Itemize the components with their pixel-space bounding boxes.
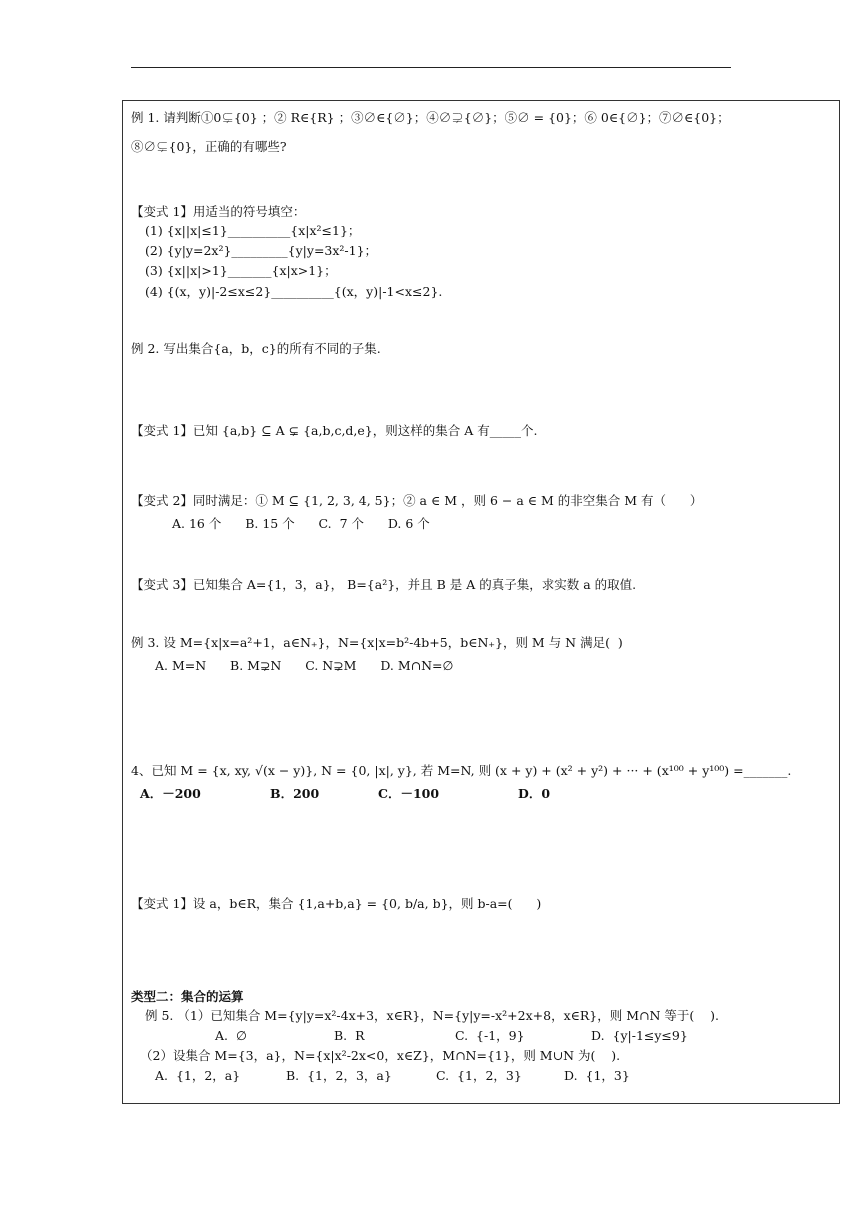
variant-2: 【变式 2】同时满足：① M ⊆ {1, 2, 3, 4, 5}；② a ∈ M ，则 6 − a ∈ M 的非空集合 M 有（ ） <box>131 493 703 508</box>
example-5-part-1: 例 5. （1）已知集合 M={y|y=x²-4x+3，x∈R}，N={y|y=-x²+2x+8，x∈R}，则 M∩N 等于( ). <box>145 1008 720 1023</box>
question-4: 4、已知 M = {x, xy, √(x − y)}, N = {0, |x|, y}, 若 M=N, 则 (x + y) + (x² + y²) + ··· + (x¹⁰⁰ + y¹⁰⁰) =_______. <box>131 763 792 778</box>
question-4-option-d: D．0 <box>518 786 551 801</box>
question-4-option-b: B．200 <box>270 786 320 801</box>
example-5-part-2: （2）设集合 M={3，a}，N={x|x²-2x<0，x∈Z}，M∩N={1}，则 M∪N 为( ). <box>140 1048 621 1063</box>
variant-1b: 【变式 1】已知 {a,b} ⊆ A ⊊ {a,b,c,d,e}，则这样的集合 A 有_____个. <box>131 423 538 438</box>
variant-2-options: A. 16 个 B. 15 个 C. 7 个 D. 6 个 <box>172 516 430 531</box>
example-5-part-2-option-b: B. {1，2，3，a} <box>286 1068 392 1083</box>
variant-1a-item-1: (1) {x||x|≤1}__________{x|x²≤1}； <box>145 223 361 238</box>
question-4-option-a: A．－200 <box>140 786 201 801</box>
example-2: 例 2. 写出集合{a，b，c}的所有不同的子集. <box>131 341 381 356</box>
variant-1a-item-3: (3) {x||x|>1}_______{x|x>1}； <box>145 263 337 278</box>
example-3-options: A. M=N B. M⊋N C. N⊋M D. M∩N=∅ <box>155 658 454 673</box>
example-5-part-1-option-a: A. ∅ <box>215 1028 247 1043</box>
variant-1a-item-4: (4) {(x，y)|-2≤x≤2}__________{(x，y)|-1<x≤2}. <box>145 284 443 299</box>
example-5-part-2-option-a: A. {1，2，a} <box>155 1068 241 1083</box>
variant-1a-title: 【变式 1】用适当的符号填空： <box>131 204 306 219</box>
variant-3: 【变式 3】已知集合 A={1，3，a}， B={a²}，并且 B 是 A 的真子集，求实数 a 的取值. <box>131 577 637 592</box>
example-1-line-1: 例 1. 请判断①0⊊{0} ；② R∈{R} ；③∅∈{∅}；④∅⊋{∅}；⑤∅ = {0}；⑥ 0∈{∅}；⑦∅∈{0}； <box>131 110 730 125</box>
example-5-part-2-option-d: D. {1，3} <box>564 1068 630 1083</box>
section-title-type-2: 类型二：集合的运算 <box>131 989 244 1004</box>
variant-1a-item-2: (2) {y|y=2x²}_________{y|y=3x²-1}； <box>145 243 378 258</box>
example-5-part-1-option-b: B. R <box>334 1028 365 1043</box>
example-3: 例 3. 设 M={x|x=a²+1，a∈N₊}，N={x|x=b²-4b+5，b∈N₊}，则 M 与 N 满足( ) <box>131 635 623 650</box>
example-5-part-1-option-c: C. {-1，9} <box>455 1028 525 1043</box>
header-rule <box>131 67 731 68</box>
example-1-line-2: ⑧∅⊊{0}，正确的有哪些? <box>131 139 287 154</box>
example-5-part-1-option-d: D. {y|-1≤y≤9} <box>591 1028 688 1043</box>
variant-1c: 【变式 1】设 a，b∈R，集合 {1,a+b,a} = {0, b/a, b}，则 b-a=( ) <box>131 896 542 911</box>
question-4-option-c: C．－100 <box>378 786 440 801</box>
example-5-part-2-option-c: C. {1，2，3} <box>436 1068 522 1083</box>
